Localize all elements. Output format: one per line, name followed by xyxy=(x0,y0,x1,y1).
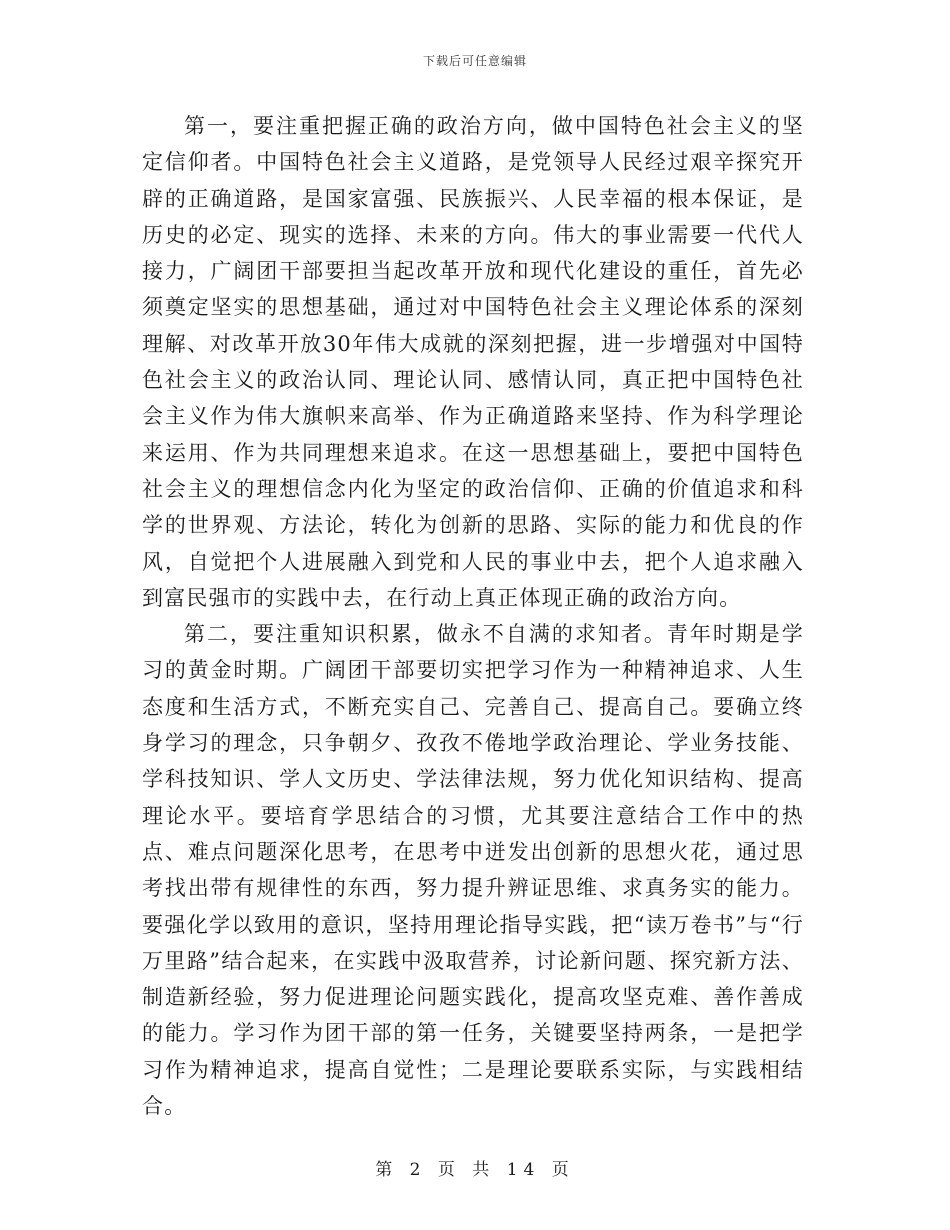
paragraph-1: 第一，要注重把握正确的政治方向，做中国特色社会主义的坚定信仰者。中国特色社会主义道路，是党领导人民经过艰辛探究开辟的正确道路，是国家富强、民族振兴、人民幸福的根本保证，是历史的必定、现实的选择、未来的方向。伟大的事业需要一代代人接力，广阔团干部要担当起改革开放和现代化建设的重任，首先必须奠定坚实的思想基础，通过对中国特色社会主义理论体系的深刻理解、对改革开放30年伟大成就的深刻把握，进一步增强对中国特色社会主义的政治认同、理论认同、感情认同，真正把中国特色社会主义作为伟大旗帜来高举、作为正确道路来坚持、作为科学理论来运用、作为共同理想来追求。在这一思想基础上，要把中国特色社会主义的理想信念内化为坚定的政治信仰、正确的价值追求和科学的世界观、方法论，转化为创新的思路、实际的能力和优良的作风，自觉把个人进展融入到党和人民的事业中去，把个人追求融入到富民强市的实践中去，在行动上真正体现正确的政治方向。 xyxy=(142,114,804,610)
paragraph-2: 第二，要注重知识积累，做永不自满的求知者。青年时期是学习的黄金时期。广阔团干部要切实把学习作为一种精神追求、人生态度和生活方式，不断充实自己、完善自己、提高自己。要确立终身学习的理念，只争朝夕、孜孜不倦地学政治理论、学业务技能、学科技知识、学人文历史、学法律法规，努力优化知识结构、提高理论水平。要培育学思结合的习惯，尤其要注意结合工作中的热点、难点问题深化思考，在思考中迸发出创新的思想火花，通过思考找出带有规律性的东西，努力提升辨证思维、求真务实的能力。要强化学以致用的意识，坚持用理论指导实践，把“读万卷书”与“行万里路”结合起来，在实践中汲取营养，讨论新问题、探究新方法、制造新经验，努力促进理论问题实践化，提高攻坚克难、善作善成的能力。学习作为团干部的第一任务，关键要坚持两条，一是把学习作为精神追求，提高自觉性；二是理论要联系实际，与实践相结合。 xyxy=(142,622,804,1119)
page-number-footer: 第 2 页 共 14 页 xyxy=(375,1160,575,1180)
page-header: 下载后可任意编辑 xyxy=(422,54,527,68)
document-body xyxy=(142,108,804,1124)
